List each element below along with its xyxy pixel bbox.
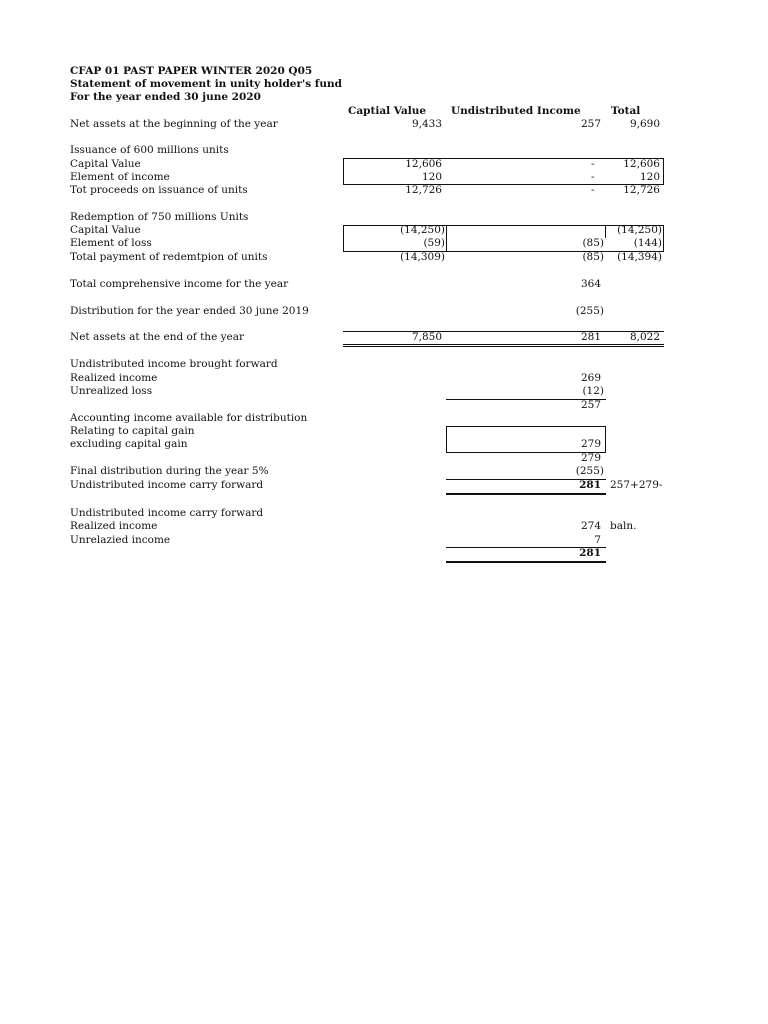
cell-undistributed: 281 [580,331,601,343]
cell-total: (14,394) [617,251,662,263]
cell-total: 9,690 [629,118,660,130]
total-rule [446,561,606,563]
total-rule [446,493,606,495]
double-rule [343,344,664,345]
section-label: Issuance of 600 millions units [70,144,229,156]
row-label: excluding capital gain [70,438,188,450]
cell-total: 12,726 [623,184,660,196]
cell-undistributed: 274 [580,520,601,532]
cell-undistributed: - [591,158,595,170]
cell-total: (144) [633,237,662,249]
cell-undistributed: (85) [582,251,604,263]
row-label: Final distribution during the year 5% [70,465,269,477]
cell-undistributed: 257 [580,118,601,130]
col-header-undistributed: Undistributed Income [451,105,581,117]
cell-capital: 12,726 [405,184,442,196]
cell-undistributed: 269 [580,372,601,384]
cell-undistributed: 7 [594,534,601,546]
section-label: Accounting income available for distribution [70,412,308,424]
row-label: Realized income [70,520,158,532]
row-label: Undistributed income carry forward [70,479,264,491]
cell-total: 120 [639,171,660,183]
cell-total: 12,606 [623,158,660,170]
row-label: Net assets at the beginning of the year [70,118,278,130]
cell-undistributed: (255) [575,305,604,317]
cell-undistributed: 364 [580,278,601,290]
cell-undistributed: - [591,184,595,196]
row-label: Element of income [70,171,170,183]
cell-undistributed: 281 [579,479,601,491]
row-label: Element of loss [70,237,152,249]
period-title: For the year ended 30 june 2020 [70,91,261,103]
statement-title: Statement of movement in unity holder's fund [70,78,342,90]
section-label: Undistributed income carry forward [70,507,264,519]
cell-capital: 9,433 [411,118,442,130]
double-rule [343,346,664,347]
section-label: Undistributed income brought forward [70,358,278,370]
cell-undistributed: - [591,171,595,183]
balance-note: baln. [610,520,637,532]
working-note: 257+279- [610,479,663,491]
row-label: Total payment of redemtpion of units [70,251,268,263]
row-label: Total comprehensive income for the year [70,278,289,290]
row-label: Capital Value [70,224,141,236]
cell-capital: 120 [421,171,442,183]
col-header-capital: Captial Value [348,105,427,117]
row-label: Distribution for the year ended 30 june 2019 [70,305,309,317]
cell-capital: 12,606 [405,158,442,170]
cell-total: (14,250) [617,224,662,236]
redemption-divider [446,225,447,252]
cell-undistributed: 281 [579,547,601,559]
cell-undistributed: 279 [580,452,601,464]
row-label: Unrealized loss [70,385,153,397]
cell-capital: (59) [423,237,445,249]
cell-capital: (14,250) [400,224,445,236]
cell-undistributed: (85) [582,237,604,249]
row-label: Unrelazied income [70,534,171,546]
cell-total: 8,022 [629,331,660,343]
row-label: Net assets at the end of the year [70,331,245,343]
cell-undistributed: (12) [582,385,604,397]
col-header-total: Total [611,105,641,117]
doc-title: CFAP 01 PAST PAPER WINTER 2020 Q05 [70,65,313,77]
section-label: Redemption of 750 millions Units [70,211,249,223]
row-label: Tot proceeds on issuance of units [70,184,248,196]
cell-capital: (14,309) [400,251,445,263]
row-label: Relating to capital gain [70,425,195,437]
cell-capital: 7,850 [411,331,442,343]
cell-undistributed: 279 [580,438,601,450]
row-label: Capital Value [70,158,141,170]
row-label: Realized income [70,372,158,384]
cell-undistributed: (255) [575,465,604,477]
cell-undistributed: 257 [580,399,601,411]
